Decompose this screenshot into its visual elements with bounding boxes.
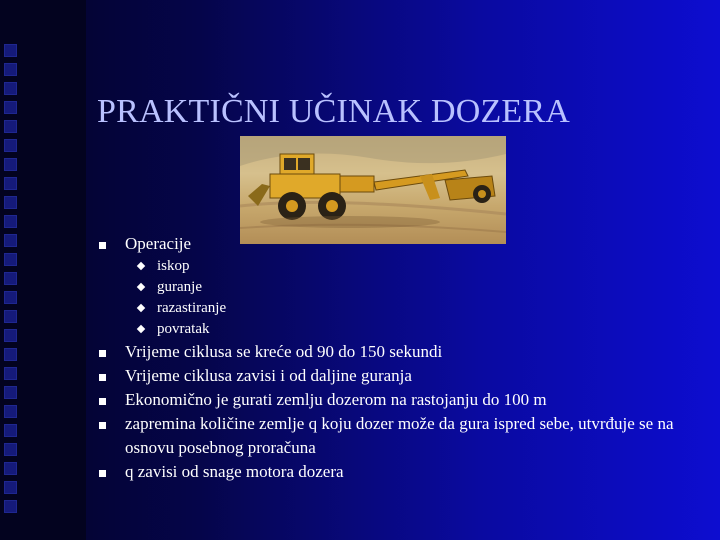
slide-title: PRAKTIČNI UČINAK DOZERA bbox=[97, 93, 571, 130]
sub-bullet-item bbox=[99, 298, 699, 319]
diamond-bullet-icon bbox=[137, 325, 145, 333]
decor-square bbox=[4, 291, 17, 304]
yellow-tracked-dozer-icon bbox=[240, 136, 506, 244]
decor-square bbox=[4, 139, 17, 152]
sub-bullet-item bbox=[99, 277, 699, 298]
sub-bullet-item bbox=[99, 256, 699, 277]
decor-square bbox=[4, 253, 17, 266]
decor-square bbox=[4, 329, 17, 342]
decor-square bbox=[4, 500, 17, 513]
decor-square bbox=[4, 310, 17, 323]
decor-square bbox=[4, 177, 17, 190]
decor-square bbox=[4, 367, 17, 380]
sub-bullet-text: povratak bbox=[157, 321, 210, 337]
decor-square bbox=[4, 63, 17, 76]
square-bullet-icon bbox=[99, 422, 106, 429]
diamond-bullet-icon bbox=[137, 262, 145, 270]
sub-bullet-text: iskop bbox=[157, 258, 190, 274]
bullet-text: Vrijeme ciklusa zavisi i od daljine guranja bbox=[125, 366, 412, 385]
decor-square bbox=[4, 462, 17, 475]
left-decor-band bbox=[0, 0, 86, 540]
sub-bullet-list bbox=[99, 256, 699, 340]
bullet-item bbox=[99, 388, 699, 412]
sub-bullet-text: razastiranje bbox=[157, 300, 227, 316]
bullet-item bbox=[99, 340, 699, 364]
sub-bullet-item bbox=[99, 319, 699, 340]
dozer-photo bbox=[240, 136, 506, 244]
decor-square bbox=[4, 405, 17, 418]
diamond-bullet-icon bbox=[137, 304, 145, 312]
decor-square bbox=[4, 481, 17, 494]
decor-square bbox=[4, 443, 17, 456]
bullet-item bbox=[99, 460, 699, 484]
bullet-item-operacije bbox=[99, 232, 699, 256]
decor-square bbox=[4, 348, 17, 361]
decor-square bbox=[4, 272, 17, 285]
square-pattern bbox=[4, 44, 18, 513]
square-bullet-icon bbox=[99, 350, 106, 357]
bullet-text: zapremina količine zemlje q koju dozer može da gura ispred sebe, utvrđuje se na osnovu posebnog proračuna bbox=[125, 414, 674, 457]
bullet-text: q zavisi od snage motora dozera bbox=[125, 462, 344, 481]
decor-square bbox=[4, 424, 17, 437]
bullet-text: Ekonomično je gurati zemlju dozerom na rastojanju do 100 m bbox=[125, 390, 547, 409]
decor-square bbox=[4, 196, 17, 209]
decor-square bbox=[4, 386, 17, 399]
bullet-text: Vrijeme ciklusa se kreće od 90 do 150 sekundi bbox=[125, 342, 443, 361]
sub-bullet-text: guranje bbox=[157, 279, 202, 295]
decor-square bbox=[4, 101, 17, 114]
square-bullet-icon bbox=[99, 398, 106, 405]
square-bullet-icon bbox=[99, 470, 106, 477]
square-bullet-icon bbox=[99, 242, 106, 249]
bullet-item bbox=[99, 364, 699, 388]
bullet-text: Operacije bbox=[125, 234, 192, 253]
decor-square bbox=[4, 158, 17, 171]
decor-square bbox=[4, 120, 17, 133]
decor-square bbox=[4, 215, 17, 228]
bullet-item bbox=[99, 412, 699, 460]
square-bullet-icon bbox=[99, 374, 106, 381]
decor-square bbox=[4, 44, 17, 57]
decor-square bbox=[4, 82, 17, 95]
bullet-list bbox=[99, 232, 699, 484]
decor-square bbox=[4, 234, 17, 247]
diamond-bullet-icon bbox=[137, 283, 145, 291]
